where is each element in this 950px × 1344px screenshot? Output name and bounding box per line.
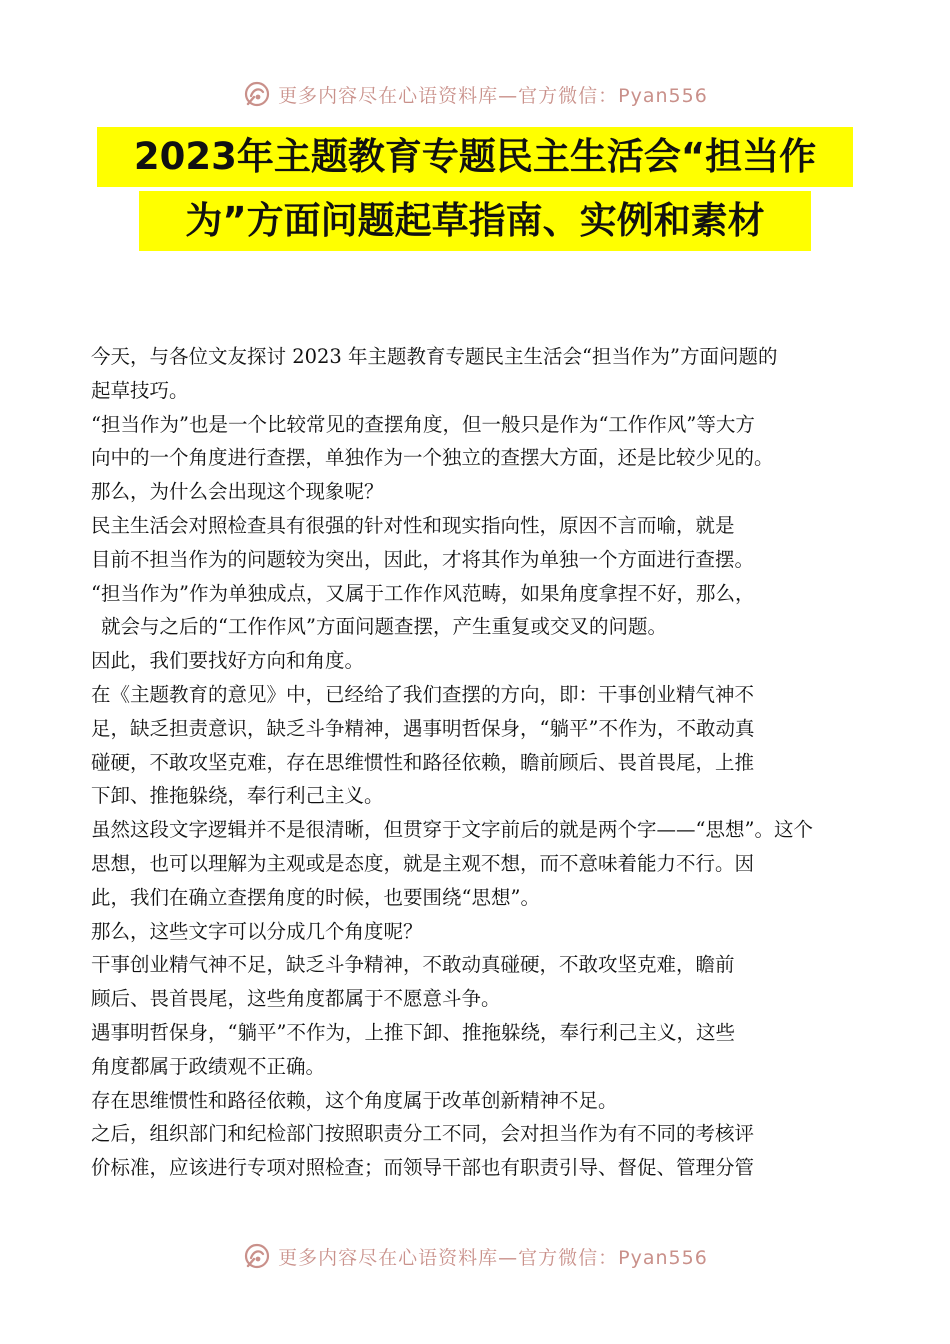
body-line: 因此，我们要找好方向和角度。 — [91, 649, 365, 673]
body-line: 目前不担当作为的问题较为突出，因此，才将其作为单独一个方面进行查摆。 — [91, 547, 755, 571]
document-title — [0, 127, 950, 251]
body-line: 此，我们在确立查摆角度的时候，也要围绕“思想”。 — [91, 885, 540, 909]
brand-logo-icon — [242, 1241, 272, 1271]
body-line: 足，缺乏担责意识，缺乏斗争精神，遇事明哲保身，“躺平”不作为，不敢动真 — [91, 716, 755, 740]
title-line: 2023年主题教育专题民主生活会“担当作 — [97, 127, 853, 187]
body-line: 向中的一个角度进行查摆，单独作为一个独立的查摆大方面，还是比较少见的。 — [91, 446, 774, 470]
body-line: 思想，也可以理解为主观或是态度，就是主观不想，而不意味着能力不行。因 — [91, 851, 755, 875]
document-body — [91, 340, 881, 1185]
body-line: 价标准，应该进行专项对照检查；而领导干部也有职责引导、督促、管理分管 — [91, 1156, 755, 1180]
footer-watermark — [0, 1236, 950, 1276]
body-line: 干事创业精气神不足，缺乏斗争精神，不敢动真碰硬，不敢攻坚克难，瞻前 — [91, 953, 735, 977]
title-line: 为”方面问题起草指南、实例和素材 — [139, 191, 811, 251]
body-line: “担当作为”也是一个比较常见的查摆角度，但一般只是作为“工作作风”等大方 — [91, 412, 755, 436]
body-line: 起草技巧。 — [91, 378, 189, 402]
body-line: 在《主题教育的意见》中，已经给了我们查摆的方向，即：干事创业精气神不 — [91, 682, 755, 706]
body-line: 民主生活会对照检查具有很强的针对性和现实指向性，原因不言而喻，就是 — [91, 513, 735, 537]
body-line: 下卸、推拖躲绕，奉行利己主义。 — [91, 784, 384, 808]
watermark-text: 更多内容尽在心语资料库—官方微信：Pyan556 — [278, 1246, 708, 1269]
header-watermark — [0, 74, 950, 114]
body-line: 那么，这些文字可以分成几个角度呢？ — [91, 919, 423, 943]
body-line: 虽然这段文字逻辑并不是很清晰，但贯穿于文字前后的就是两个字——“思想”。这个 — [91, 818, 813, 842]
watermark-text: 更多内容尽在心语资料库—官方微信：Pyan556 — [278, 84, 708, 107]
body-line: 之后，组织部门和纪检部门按照职责分工不同，会对担当作为有不同的考核评 — [91, 1122, 755, 1146]
body-line: 那么，为什么会出现这个现象呢？ — [91, 480, 384, 504]
body-line: 存在思维惯性和路径依赖，这个角度属于改革创新精神不足。 — [91, 1088, 618, 1112]
body-line: 顾后、畏首畏尾，这些角度都属于不愿意斗争。 — [91, 987, 501, 1011]
brand-logo-icon — [242, 79, 272, 109]
body-line: 碰硬，不敢攻坚克难，存在思维惯性和路径依赖，瞻前顾后、畏首畏尾，上推 — [91, 750, 755, 774]
body-line: 角度都属于政绩观不正确。 — [91, 1054, 326, 1078]
body-line: “担当作为”作为单独成点，又属于工作作风范畴，如果角度拿捏不好，那么， — [91, 581, 755, 605]
body-line: 就会与之后的“工作作风”方面问题查摆，产生重复或交叉的问题。 — [101, 615, 667, 639]
body-line: 遇事明哲保身，“躺平”不作为，上推下卸、推拖躲绕，奉行利己主义，这些 — [91, 1020, 735, 1044]
body-line: 今天，与各位文友探讨 2023 年主题教育专题民主生活会“担当作为”方面问题的 — [91, 345, 778, 368]
